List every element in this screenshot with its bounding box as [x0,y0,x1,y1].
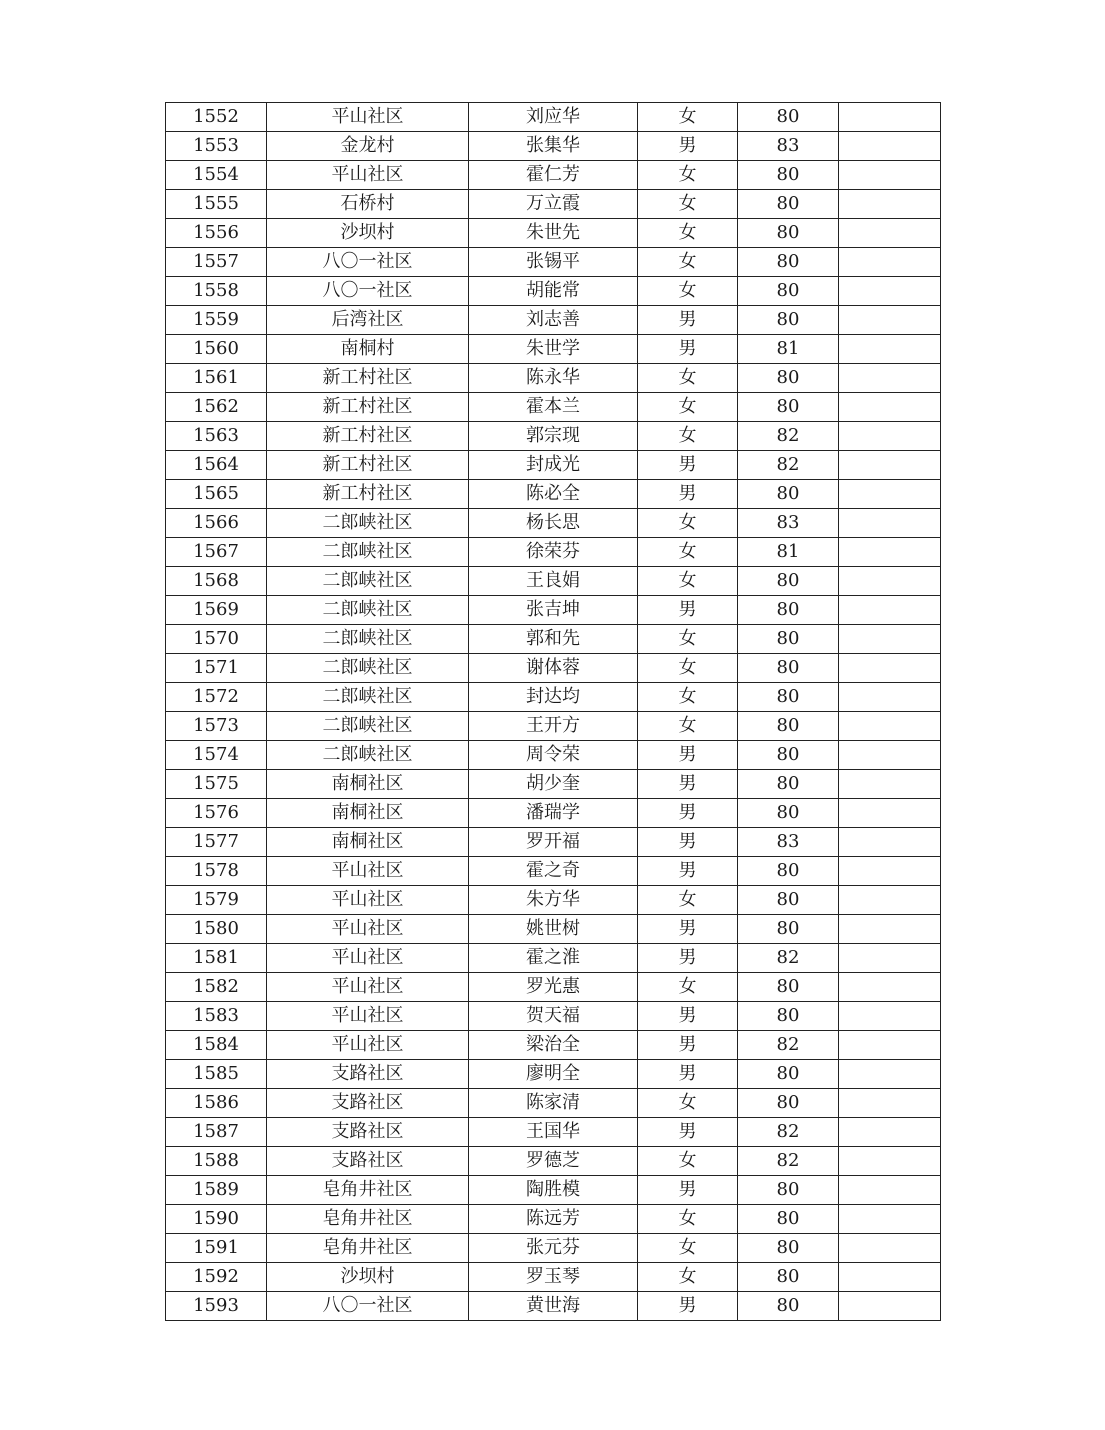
serial-number-cell: 1584 [166,1031,267,1060]
table-row [166,1292,941,1321]
gender-cell: 男 [638,857,738,886]
table-row [166,1118,941,1147]
gender-cell: 女 [638,1234,738,1263]
gender-cell: 男 [638,132,738,161]
remark-cell [839,248,941,277]
gender-cell: 男 [638,915,738,944]
gender-cell: 男 [638,596,738,625]
table-row [166,509,941,538]
name-cell: 刘应华 [469,103,638,132]
name-cell: 廖明全 [469,1060,638,1089]
name-cell: 陈远芳 [469,1205,638,1234]
table-row [166,277,941,306]
table-row [166,1234,941,1263]
remark-cell [839,1176,941,1205]
serial-number-cell: 1588 [166,1147,267,1176]
community-cell: 平山社区 [267,915,469,944]
gender-cell: 女 [638,654,738,683]
remark-cell [839,1234,941,1263]
age-cell: 80 [738,857,839,886]
community-cell: 二郎峡社区 [267,538,469,567]
remark-cell [839,1118,941,1147]
serial-number-cell: 1570 [166,625,267,654]
serial-number-cell: 1555 [166,190,267,219]
community-cell: 平山社区 [267,161,469,190]
serial-number-cell: 1560 [166,335,267,364]
serial-number-cell: 1566 [166,509,267,538]
community-cell: 石桥村 [267,190,469,219]
table-row [166,973,941,1002]
community-cell: 皂角井社区 [267,1176,469,1205]
serial-number-cell: 1587 [166,1118,267,1147]
name-cell: 霍之奇 [469,857,638,886]
table-row [166,567,941,596]
remark-cell [839,886,941,915]
community-cell: 二郎峡社区 [267,509,469,538]
table-row [166,480,941,509]
gender-cell: 女 [638,973,738,1002]
remark-cell [839,364,941,393]
gender-cell: 女 [638,1205,738,1234]
gender-cell: 女 [638,509,738,538]
community-cell: 平山社区 [267,886,469,915]
age-cell: 80 [738,567,839,596]
name-cell: 黄世海 [469,1292,638,1321]
age-cell: 83 [738,828,839,857]
community-cell: 八〇一社区 [267,248,469,277]
gender-cell: 女 [638,422,738,451]
table-row [166,770,941,799]
serial-number-cell: 1592 [166,1263,267,1292]
age-cell: 80 [738,1060,839,1089]
gender-cell: 女 [638,712,738,741]
serial-number-cell: 1556 [166,219,267,248]
name-cell: 陈家清 [469,1089,638,1118]
table-row [166,596,941,625]
age-cell: 82 [738,451,839,480]
name-cell: 胡能常 [469,277,638,306]
gender-cell: 男 [638,1176,738,1205]
serial-number-cell: 1561 [166,364,267,393]
age-cell: 80 [738,886,839,915]
name-cell: 霍本兰 [469,393,638,422]
name-cell: 罗开福 [469,828,638,857]
remark-cell [839,509,941,538]
community-cell: 沙坝村 [267,219,469,248]
name-cell: 陈必全 [469,480,638,509]
age-cell: 80 [738,973,839,1002]
community-cell: 支路社区 [267,1089,469,1118]
age-cell: 80 [738,1089,839,1118]
age-cell: 80 [738,654,839,683]
age-cell: 80 [738,1263,839,1292]
gender-cell: 女 [638,219,738,248]
remark-cell [839,393,941,422]
gender-cell: 男 [638,335,738,364]
gender-cell: 男 [638,1292,738,1321]
gender-cell: 男 [638,480,738,509]
community-cell: 八〇一社区 [267,1292,469,1321]
gender-cell: 女 [638,1147,738,1176]
table-row [166,1089,941,1118]
serial-number-cell: 1576 [166,799,267,828]
remark-cell [839,1205,941,1234]
community-cell: 南桐社区 [267,770,469,799]
name-cell: 万立霞 [469,190,638,219]
age-cell: 80 [738,393,839,422]
community-cell: 支路社区 [267,1118,469,1147]
serial-number-cell: 1585 [166,1060,267,1089]
serial-number-cell: 1578 [166,857,267,886]
age-cell: 80 [738,596,839,625]
community-cell: 平山社区 [267,973,469,1002]
age-cell: 80 [738,1205,839,1234]
community-cell: 平山社区 [267,103,469,132]
age-cell: 82 [738,1147,839,1176]
table-row [166,248,941,277]
table-row [166,132,941,161]
gender-cell: 女 [638,161,738,190]
name-cell: 张集华 [469,132,638,161]
remark-cell [839,567,941,596]
table-row [166,828,941,857]
serial-number-cell: 1569 [166,596,267,625]
name-cell: 徐荣芬 [469,538,638,567]
table-row [166,625,941,654]
remark-cell [839,161,941,190]
serial-number-cell: 1583 [166,1002,267,1031]
community-cell: 平山社区 [267,1031,469,1060]
age-cell: 81 [738,538,839,567]
remark-cell [839,654,941,683]
name-cell: 朱方华 [469,886,638,915]
community-cell: 支路社区 [267,1147,469,1176]
table-row [166,190,941,219]
community-cell: 南桐村 [267,335,469,364]
remark-cell [839,335,941,364]
age-cell: 81 [738,335,839,364]
name-cell: 封达均 [469,683,638,712]
age-cell: 80 [738,364,839,393]
remark-cell [839,857,941,886]
table-row [166,799,941,828]
remark-cell [839,277,941,306]
gender-cell: 男 [638,1002,738,1031]
serial-number-cell: 1586 [166,1089,267,1118]
community-cell: 后湾社区 [267,306,469,335]
remark-cell [839,480,941,509]
table-row [166,741,941,770]
remark-cell [839,219,941,248]
table-row [166,1147,941,1176]
remark-cell [839,712,941,741]
remark-cell [839,770,941,799]
community-cell: 皂角井社区 [267,1205,469,1234]
name-cell: 贺天福 [469,1002,638,1031]
serial-number-cell: 1572 [166,683,267,712]
table-row [166,857,941,886]
remark-cell [839,190,941,219]
serial-number-cell: 1577 [166,828,267,857]
table-row [166,944,941,973]
remark-cell [839,1002,941,1031]
name-cell: 陈永华 [469,364,638,393]
community-cell: 新工村社区 [267,364,469,393]
gender-cell: 女 [638,1263,738,1292]
gender-cell: 男 [638,1118,738,1147]
serial-number-cell: 1568 [166,567,267,596]
age-cell: 80 [738,103,839,132]
table-row [166,1060,941,1089]
gender-cell: 女 [638,103,738,132]
table-row [166,886,941,915]
serial-number-cell: 1580 [166,915,267,944]
community-cell: 二郎峡社区 [267,567,469,596]
community-cell: 新工村社区 [267,480,469,509]
age-cell: 83 [738,509,839,538]
gender-cell: 女 [638,886,738,915]
roster-table-body [166,103,941,1321]
gender-cell: 男 [638,1031,738,1060]
gender-cell: 女 [638,277,738,306]
age-cell: 80 [738,770,839,799]
remark-cell [839,422,941,451]
name-cell: 胡少奎 [469,770,638,799]
name-cell: 罗德芝 [469,1147,638,1176]
table-row [166,219,941,248]
community-cell: 南桐社区 [267,828,469,857]
age-cell: 83 [738,132,839,161]
table-row [166,306,941,335]
community-cell: 二郎峡社区 [267,741,469,770]
serial-number-cell: 1589 [166,1176,267,1205]
name-cell: 周令荣 [469,741,638,770]
name-cell: 朱世先 [469,219,638,248]
name-cell: 姚世树 [469,915,638,944]
community-cell: 二郎峡社区 [267,654,469,683]
community-cell: 平山社区 [267,1002,469,1031]
serial-number-cell: 1563 [166,422,267,451]
table-row [166,451,941,480]
serial-number-cell: 1552 [166,103,267,132]
age-cell: 80 [738,480,839,509]
community-cell: 八〇一社区 [267,277,469,306]
remark-cell [839,828,941,857]
age-cell: 80 [738,712,839,741]
gender-cell: 女 [638,683,738,712]
remark-cell [839,915,941,944]
serial-number-cell: 1557 [166,248,267,277]
gender-cell: 男 [638,944,738,973]
remark-cell [839,306,941,335]
table-row [166,654,941,683]
age-cell: 80 [738,741,839,770]
age-cell: 80 [738,683,839,712]
age-cell: 80 [738,1176,839,1205]
remark-cell [839,538,941,567]
community-cell: 新工村社区 [267,451,469,480]
community-cell: 金龙村 [267,132,469,161]
table-row [166,335,941,364]
gender-cell: 女 [638,393,738,422]
gender-cell: 女 [638,190,738,219]
age-cell: 80 [738,306,839,335]
age-cell: 80 [738,161,839,190]
age-cell: 82 [738,422,839,451]
serial-number-cell: 1579 [166,886,267,915]
name-cell: 谢体蓉 [469,654,638,683]
serial-number-cell: 1565 [166,480,267,509]
gender-cell: 男 [638,306,738,335]
remark-cell [839,625,941,654]
table-row [166,683,941,712]
gender-cell: 男 [638,741,738,770]
remark-cell [839,1292,941,1321]
community-cell: 新工村社区 [267,393,469,422]
gender-cell: 男 [638,799,738,828]
age-cell: 80 [738,799,839,828]
age-cell: 80 [738,248,839,277]
gender-cell: 女 [638,248,738,277]
age-cell: 82 [738,1031,839,1060]
table-row [166,103,941,132]
age-cell: 80 [738,915,839,944]
serial-number-cell: 1567 [166,538,267,567]
name-cell: 张元芬 [469,1234,638,1263]
community-cell: 二郎峡社区 [267,712,469,741]
name-cell: 霍仁芳 [469,161,638,190]
name-cell: 潘瑞学 [469,799,638,828]
gender-cell: 男 [638,451,738,480]
name-cell: 霍之淮 [469,944,638,973]
serial-number-cell: 1575 [166,770,267,799]
name-cell: 杨长思 [469,509,638,538]
remark-cell [839,741,941,770]
table-row [166,1031,941,1060]
name-cell: 王国华 [469,1118,638,1147]
name-cell: 郭和先 [469,625,638,654]
remark-cell [839,1060,941,1089]
remark-cell [839,1263,941,1292]
table-row [166,1263,941,1292]
community-cell: 支路社区 [267,1060,469,1089]
name-cell: 朱世学 [469,335,638,364]
serial-number-cell: 1574 [166,741,267,770]
serial-number-cell: 1562 [166,393,267,422]
name-cell: 罗玉琴 [469,1263,638,1292]
community-cell: 平山社区 [267,857,469,886]
gender-cell: 女 [638,538,738,567]
community-cell: 皂角井社区 [267,1234,469,1263]
table-row [166,364,941,393]
age-cell: 80 [738,219,839,248]
table-row [166,915,941,944]
age-cell: 82 [738,1118,839,1147]
serial-number-cell: 1554 [166,161,267,190]
name-cell: 张吉坤 [469,596,638,625]
name-cell: 陶胜模 [469,1176,638,1205]
remark-cell [839,103,941,132]
serial-number-cell: 1593 [166,1292,267,1321]
serial-number-cell: 1573 [166,712,267,741]
table-row [166,538,941,567]
community-cell: 沙坝村 [267,1263,469,1292]
table-row [166,1205,941,1234]
table-row [166,393,941,422]
gender-cell: 男 [638,828,738,857]
remark-cell [839,799,941,828]
name-cell: 封成光 [469,451,638,480]
table-row [166,712,941,741]
serial-number-cell: 1564 [166,451,267,480]
name-cell: 张锡平 [469,248,638,277]
age-cell: 80 [738,625,839,654]
serial-number-cell: 1582 [166,973,267,1002]
table-row [166,422,941,451]
remark-cell [839,683,941,712]
name-cell: 罗光惠 [469,973,638,1002]
gender-cell: 女 [638,1089,738,1118]
remark-cell [839,1089,941,1118]
remark-cell [839,132,941,161]
roster-table [165,102,941,1321]
table-row [166,1176,941,1205]
age-cell: 80 [738,1234,839,1263]
community-cell: 二郎峡社区 [267,596,469,625]
gender-cell: 女 [638,364,738,393]
remark-cell [839,973,941,1002]
remark-cell [839,1147,941,1176]
remark-cell [839,596,941,625]
community-cell: 新工村社区 [267,422,469,451]
community-cell: 南桐社区 [267,799,469,828]
remark-cell [839,451,941,480]
gender-cell: 男 [638,770,738,799]
table-row [166,1002,941,1031]
serial-number-cell: 1590 [166,1205,267,1234]
table-row [166,161,941,190]
serial-number-cell: 1559 [166,306,267,335]
community-cell: 二郎峡社区 [267,625,469,654]
age-cell: 80 [738,277,839,306]
age-cell: 80 [738,190,839,219]
serial-number-cell: 1558 [166,277,267,306]
serial-number-cell: 1581 [166,944,267,973]
name-cell: 王良娟 [469,567,638,596]
community-cell: 二郎峡社区 [267,683,469,712]
community-cell: 平山社区 [267,944,469,973]
gender-cell: 女 [638,567,738,596]
name-cell: 王开方 [469,712,638,741]
name-cell: 梁治全 [469,1031,638,1060]
name-cell: 郭宗现 [469,422,638,451]
serial-number-cell: 1571 [166,654,267,683]
age-cell: 82 [738,944,839,973]
gender-cell: 女 [638,625,738,654]
serial-number-cell: 1553 [166,132,267,161]
serial-number-cell: 1591 [166,1234,267,1263]
remark-cell [839,1031,941,1060]
age-cell: 80 [738,1002,839,1031]
name-cell: 刘志善 [469,306,638,335]
gender-cell: 男 [638,1060,738,1089]
remark-cell [839,944,941,973]
age-cell: 80 [738,1292,839,1321]
